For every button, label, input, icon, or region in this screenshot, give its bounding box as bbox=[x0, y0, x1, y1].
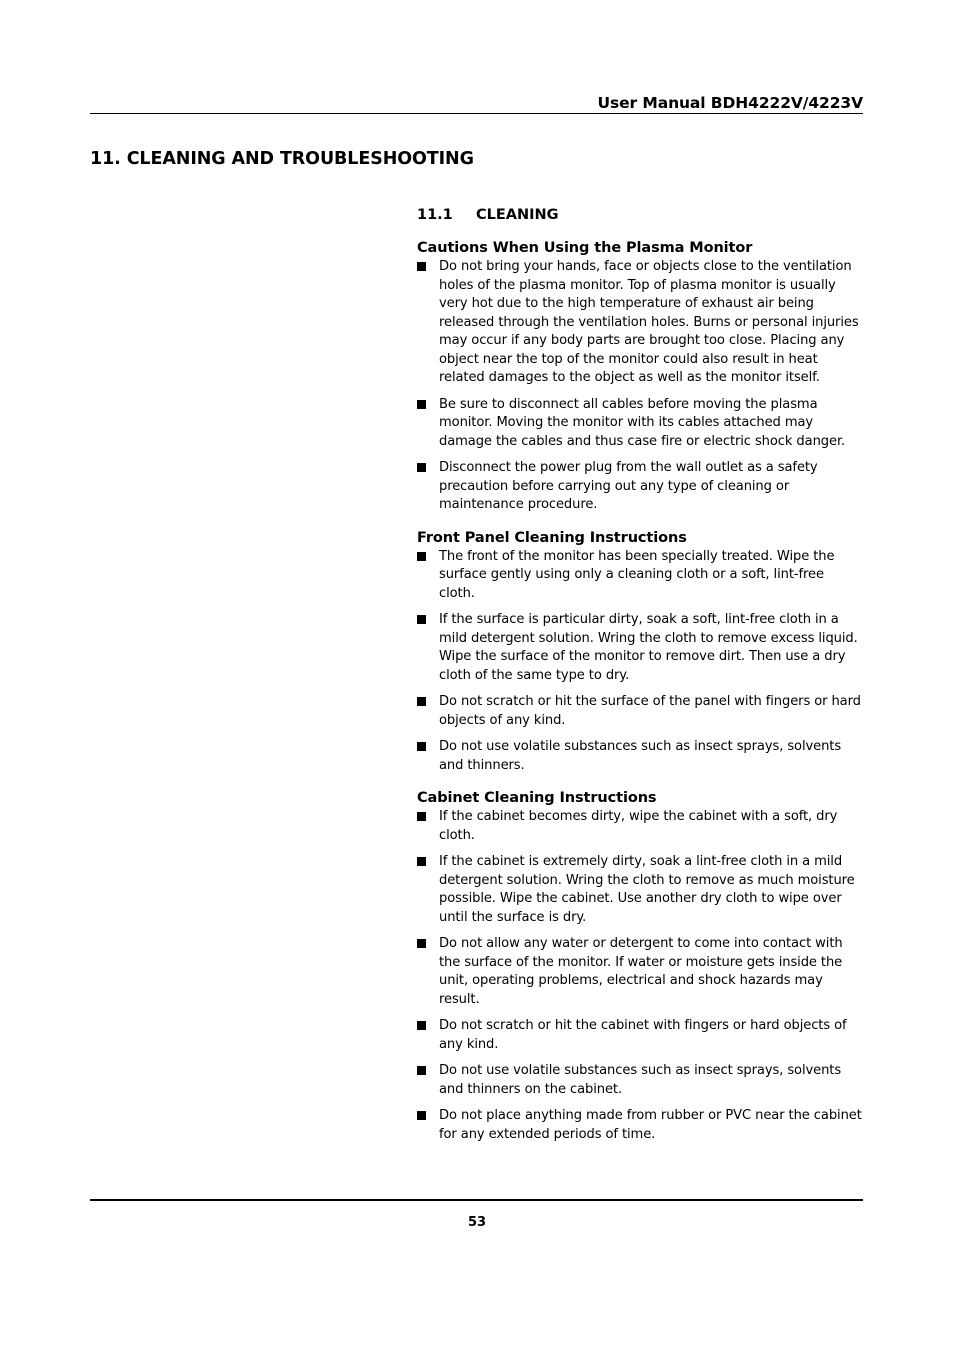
list-item-text: Do not scratch or hit the cabinet with fingers or hard objects of any kind. bbox=[439, 1018, 847, 1052]
list-item bbox=[417, 258, 863, 388]
square-bullet-icon bbox=[417, 808, 439, 845]
list-item-text: If the cabinet is extremely dirty, soak a lint-free cloth in a mild detergent solution. Wring the cloth to remove as much moisture possible. Wipe the cabinet. Use another dry cloth to wipe over until the surface is dry. bbox=[439, 854, 855, 925]
list-item bbox=[417, 548, 863, 604]
list-item bbox=[417, 693, 863, 730]
list-item bbox=[417, 611, 863, 685]
square-bullet-icon bbox=[417, 853, 439, 927]
list-item bbox=[417, 459, 863, 515]
list-item-text: Do not use volatile substances such as insect sprays, solvents and thinners on the cabinet. bbox=[439, 1063, 842, 1097]
square-bullet-icon bbox=[417, 396, 439, 452]
square-bullet-icon bbox=[417, 693, 439, 730]
bullet-list-cautions bbox=[417, 258, 863, 515]
list-item-text: Disconnect the power plug from the wall outlet as a safety precaution before carrying out any type of cleaning or maintenance procedure. bbox=[439, 460, 818, 512]
footer-divider bbox=[90, 1199, 863, 1201]
square-bullet-icon bbox=[417, 1107, 439, 1144]
square-bullet-icon bbox=[417, 1062, 439, 1099]
chapter-title: 11. CLEANING AND TROUBLESHOOTING bbox=[90, 149, 474, 169]
square-bullet-icon bbox=[417, 459, 439, 515]
subsection-heading-cautions: Cautions When Using the Plasma Monitor bbox=[417, 240, 753, 256]
list-item-text: If the cabinet becomes dirty, wipe the cabinet with a soft, dry cloth. bbox=[439, 809, 838, 843]
list-item bbox=[417, 808, 863, 845]
square-bullet-icon bbox=[417, 935, 439, 1009]
list-item bbox=[417, 396, 863, 452]
section-heading bbox=[417, 207, 863, 223]
subsection-heading-front-panel: Front Panel Cleaning Instructions bbox=[417, 529, 687, 546]
list-item-text: Do not bring your hands, face or objects close to the ventilation holes of the plasma monitor. Top of plasma monitor is usually very hot due to the high temperature of exhaust air being released through the ventilation holes. Burns or personal injuries may occur if any body parts are brought too close. Placing any object near the top of the monitor could also result in heat related damages to the object as well as the monitor itself. bbox=[439, 259, 859, 385]
list-item-text: Do not place anything made from rubber or PVC near the cabinet for any extended periods of time. bbox=[439, 1108, 862, 1142]
header-divider bbox=[90, 113, 863, 114]
square-bullet-icon bbox=[417, 611, 439, 685]
list-item-text: Be sure to disconnect all cables before moving the plasma monitor. Moving the monitor with its cables attached may damage the cables and thus case fire or electric shock danger. bbox=[439, 396, 846, 449]
list-item bbox=[417, 1062, 863, 1099]
square-bullet-icon bbox=[417, 738, 439, 775]
content-column bbox=[417, 207, 863, 1159]
list-item bbox=[417, 738, 863, 775]
list-item-text: The front of the monitor has been specially treated. Wipe the surface gently using only a cleaning cloth or a soft, lint-free cloth. bbox=[439, 548, 835, 601]
square-bullet-icon bbox=[417, 1017, 439, 1054]
list-item-text: Do not use volatile substances such as insect sprays, solvents and thinners. bbox=[439, 739, 842, 773]
section-number: 11.1 bbox=[417, 207, 453, 223]
square-bullet-icon bbox=[417, 548, 439, 604]
bullet-list-cabinet bbox=[417, 808, 863, 1144]
bullet-list-front-panel bbox=[417, 548, 863, 776]
list-item bbox=[417, 1107, 863, 1144]
list-item-text: If the surface is particular dirty, soak a soft, lint-free cloth in a mild detergent solution. Wring the cloth to remove excess liquid. Wipe the surface of the monitor to remove dirt. Then use a dry cloth of the same type to dry. bbox=[439, 612, 858, 683]
document-header-title: User Manual BDH4222V/4223V bbox=[597, 94, 863, 112]
list-item bbox=[417, 1017, 863, 1054]
subsection-heading-cabinet: Cabinet Cleaning Instructions bbox=[417, 790, 657, 806]
square-bullet-icon bbox=[417, 258, 439, 388]
list-item bbox=[417, 935, 863, 1009]
list-item bbox=[417, 853, 863, 927]
list-item-text: Do not allow any water or detergent to come into contact with the surface of the monitor. If water or moisture gets inside the unit, operating problems, electrical and shock hazards may result. bbox=[439, 936, 843, 1007]
section-title: CLEANING bbox=[476, 207, 559, 223]
page-number: 53 bbox=[467, 1215, 487, 1230]
list-item-text: Do not scratch or hit the surface of the panel with fingers or hard objects of any kind. bbox=[439, 694, 861, 728]
